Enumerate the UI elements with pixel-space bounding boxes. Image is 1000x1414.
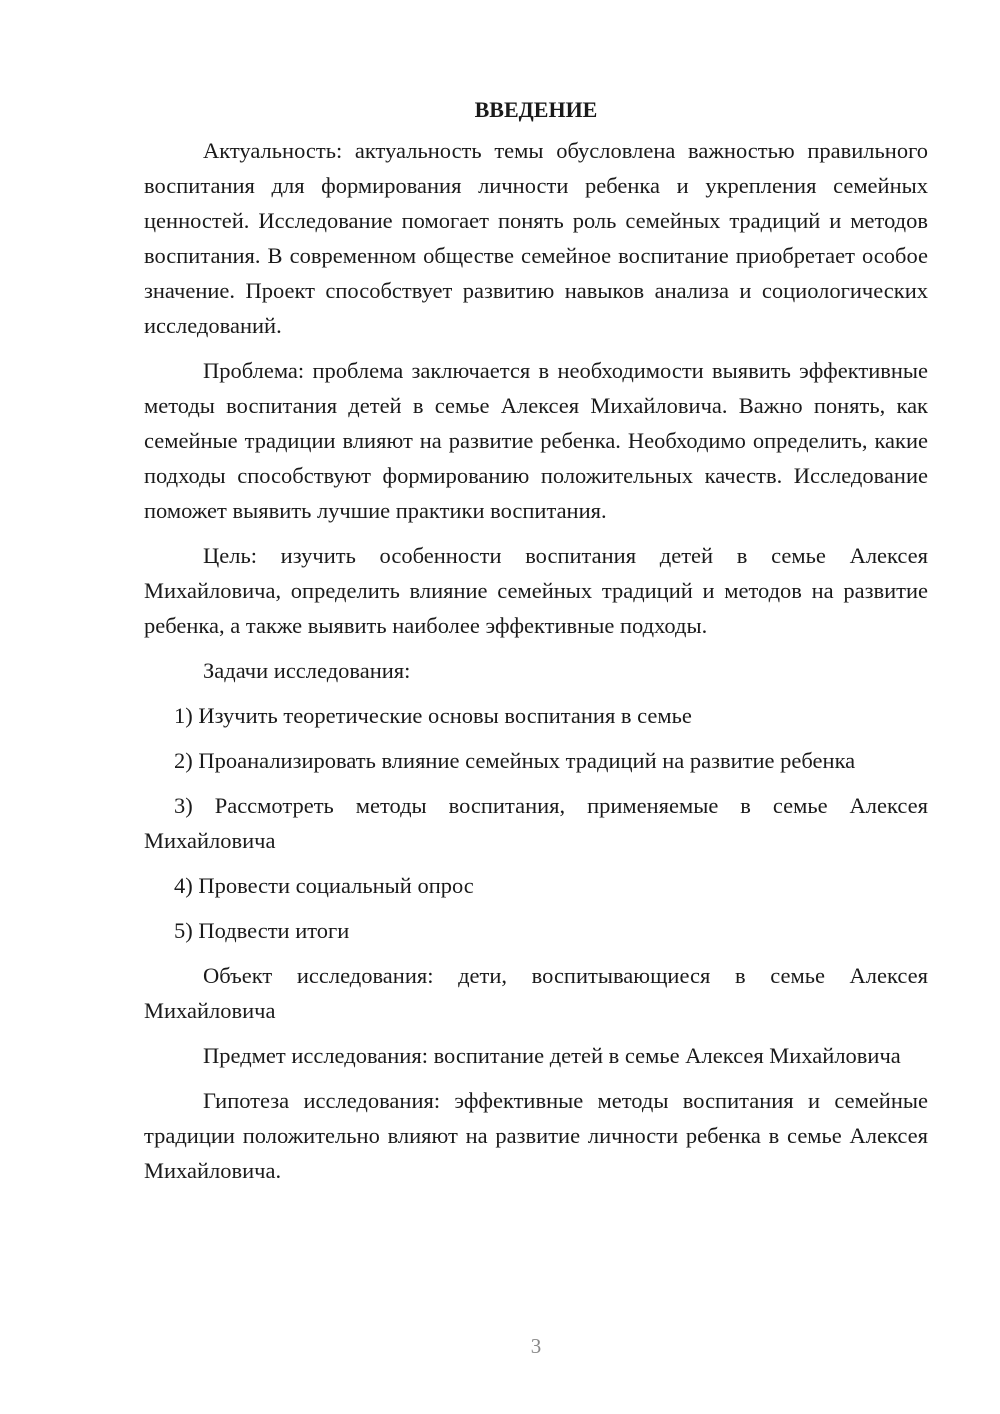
page-title: ВВЕДЕНИЕ	[474, 97, 598, 122]
task-item: 1) Изучить теоретические основы воспитания в семье	[174, 703, 692, 728]
problem-paragraph: Проблема: проблема заключается в необходимости выявить эффективные методы воспитания детей в семье Алексея Михайловича. Важно понять, как семейные традиции влияют на развитие ребенка. Необходимо определить, какие подходы способствуют формированию положительных качеств. Исследование поможет выявить лучшие практики воспитания.	[144, 358, 928, 523]
object-paragraph: Объект исследования: дети, воспитывающиеся в семье Алексея Михайловича	[144, 963, 928, 1023]
hypothesis-paragraph: Гипотеза исследования: эффективные методы воспитания и семейные традиции положительно влияют на развитие личности ребенка в семье Алексея Михайловича.	[144, 1088, 928, 1183]
tasks-title: Задачи исследования:	[203, 658, 411, 683]
task-item: 2) Проанализировать влияние семейных традиций на развитие ребенка	[174, 748, 856, 773]
task-item: 4) Провести социальный опрос	[174, 873, 474, 898]
page-body	[144, 92, 928, 1198]
goal-paragraph: Цель: изучить особенности воспитания детей в семье Алексея Михайловича, определить влияние семейных традиций и методов на развитие ребенка, а также выявить наиболее эффективные подходы.	[144, 543, 928, 638]
page-number: 3	[530, 1334, 542, 1358]
task-item: 5) Подвести итоги	[174, 918, 350, 943]
relevance-paragraph: Актуальность: актуальность темы обусловлена важностью правильного воспитания для формирования личности ребенка и укрепления семейных ценностей. Исследование помогает понять роль семейных традиций и методов воспитания. В современном обществе семейное воспитание приобретает особое значение. Проект способствует развитию навыков анализа и социологических исследований.	[144, 138, 928, 338]
task-item: 3) Рассмотреть методы воспитания, применяемые в семье Алексея Михайловича	[144, 793, 928, 853]
subject-paragraph: Предмет исследования: воспитание детей в семье Алексея Михайловича	[203, 1043, 901, 1068]
